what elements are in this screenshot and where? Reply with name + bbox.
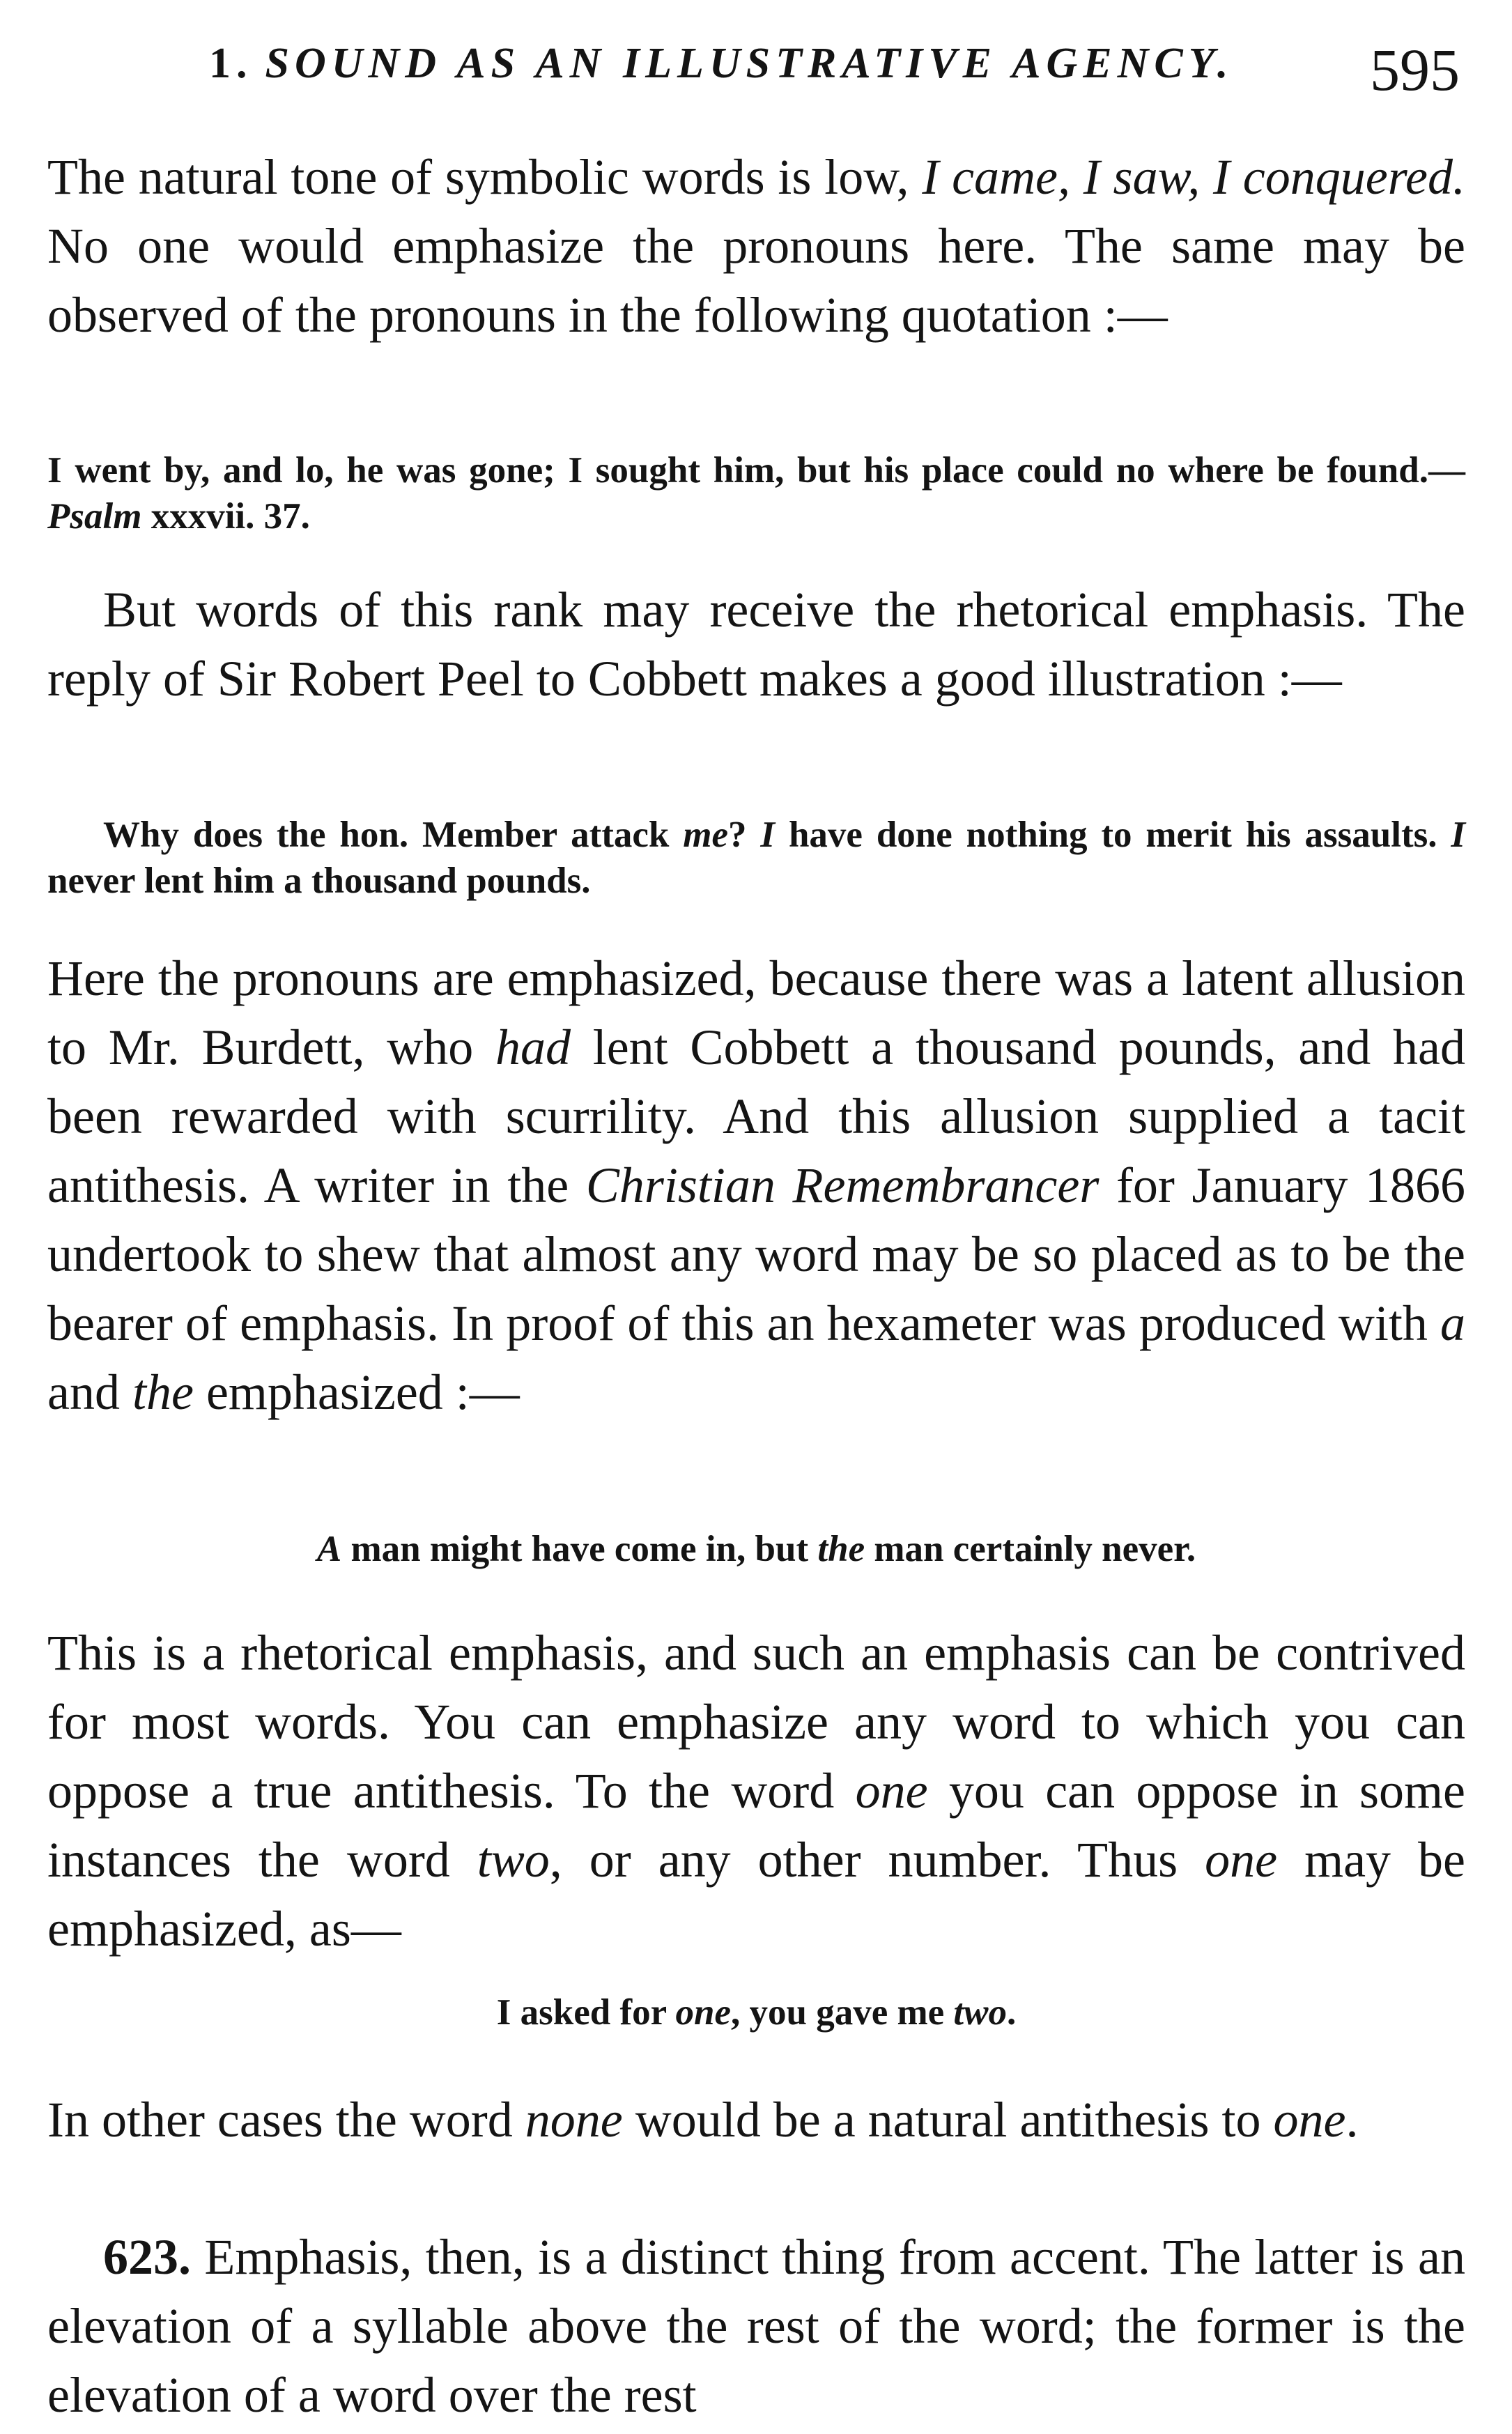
text-run: This is a rhetorical emphasis, and such an emphasis can be contrived for most words. You can emphasize any word to which you can oppose a true antithesis. To the word (47, 1625, 1465, 1819)
quote-one-two (47, 1989, 1465, 2035)
text-run: ? (728, 815, 761, 855)
italic-run: one (1273, 2092, 1346, 2148)
italic-run: one (855, 1763, 928, 1819)
quote-hexameter (47, 1526, 1465, 1572)
text-run: . (1006, 1992, 1017, 2033)
italic-run: one (675, 1992, 731, 2033)
text-run: I asked for (496, 1992, 676, 2033)
italic-run: two (953, 1992, 1007, 2033)
text-run: lent Cobbett a thousand pounds, and had been rewarded with scurrility. And this allusion supplied a tacit antithesis. A writer in the (47, 1019, 1465, 1213)
text-run: I went by, and lo, he was gone; I sought him, but his place could no where be found.— (47, 450, 1465, 491)
italic-run: one (1205, 1832, 1278, 1888)
italic-run: I (1451, 815, 1466, 855)
text-run: would be a natural antithesis to (622, 2092, 1274, 2148)
text-run: No one would emphasize the pronouns here. The same may be observed of the pronouns in the following quotation :— (47, 218, 1465, 343)
italic-run: the (817, 1529, 865, 1569)
italic-run: I (760, 815, 776, 855)
text-run: emphasized :— (193, 1364, 520, 1420)
paragraph-none-antithesis (47, 2086, 1465, 2155)
running-title: SOUND AS AN ILLUSTRATIVE AGENCY. (265, 40, 1234, 87)
text-run: xxxvii. 37. (141, 496, 310, 537)
text-run: Emphasis, then, is a distinct thing from accent. The latter is an elevation of a syllable above the rest of the word; the former is the elevation of a word over the rest (47, 2229, 1465, 2423)
italic-run: the (132, 1364, 194, 1420)
italic-run: a (1440, 1295, 1465, 1351)
text-run: , you gave me (730, 1992, 954, 2033)
italic-run: Christian Remembrancer (585, 1157, 1100, 1213)
italic-run: two (477, 1832, 550, 1888)
italic-run: Psalm (47, 496, 142, 537)
italic-run: had (495, 1019, 571, 1075)
text-run: In other cases the word (47, 2092, 525, 2148)
italic-run: me (683, 815, 729, 855)
text-run: The natural tone of symbolic words is low, (47, 149, 923, 205)
text-run: never lent him a thousand pounds. (47, 861, 591, 901)
text-run: man certainly never. (865, 1529, 1196, 1569)
text-run: But words of this rank may receive the rhetorical emphasis. The reply of Sir Robert Peel to Cobbett makes a good illustration :— (47, 582, 1465, 707)
italic-run: none (525, 2092, 623, 2148)
text-run: man might have come in, but (341, 1529, 818, 1569)
paragraph-rhetorical-emphasis (47, 576, 1465, 714)
text-run: . (1345, 2092, 1359, 2148)
text-run: may be emphasized, as— (47, 1832, 1465, 1957)
page-number: 595 (1370, 36, 1460, 103)
text-run: Here the pronouns are emphasized, because there was a latent allusion to Mr. Burdett, who (47, 950, 1465, 1075)
italic-run: A (316, 1529, 342, 1569)
paragraph-623 (47, 2223, 1465, 2430)
text-run: you can oppose in some instances the word (47, 1763, 1466, 1888)
text-run: have done nothing to merit his assaults. (775, 815, 1451, 855)
paragraph-pronouns-emphasized (47, 944, 1465, 1427)
quote-psalm (47, 447, 1465, 539)
text-run: for January 1866 undertook to shew that almost any word may be so placed as to be the bearer of emphasis. In proof of this an hexameter was produced with (47, 1157, 1465, 1351)
paragraph-antithesis (47, 1619, 1465, 1964)
paragraph-number: 623. (103, 2229, 191, 2285)
section-number: 1. (209, 40, 253, 87)
running-head (209, 39, 1234, 88)
italic-run: I came, I saw, I conquered. (922, 149, 1465, 205)
text-run: and (47, 1364, 132, 1420)
quote-peel-reply (47, 812, 1465, 904)
page-header (209, 35, 1460, 111)
paragraph-natural-tone (47, 143, 1465, 350)
text-run: Why does the hon. Member attack (103, 815, 684, 855)
text-run: , or any other number. Thus (549, 1832, 1205, 1888)
